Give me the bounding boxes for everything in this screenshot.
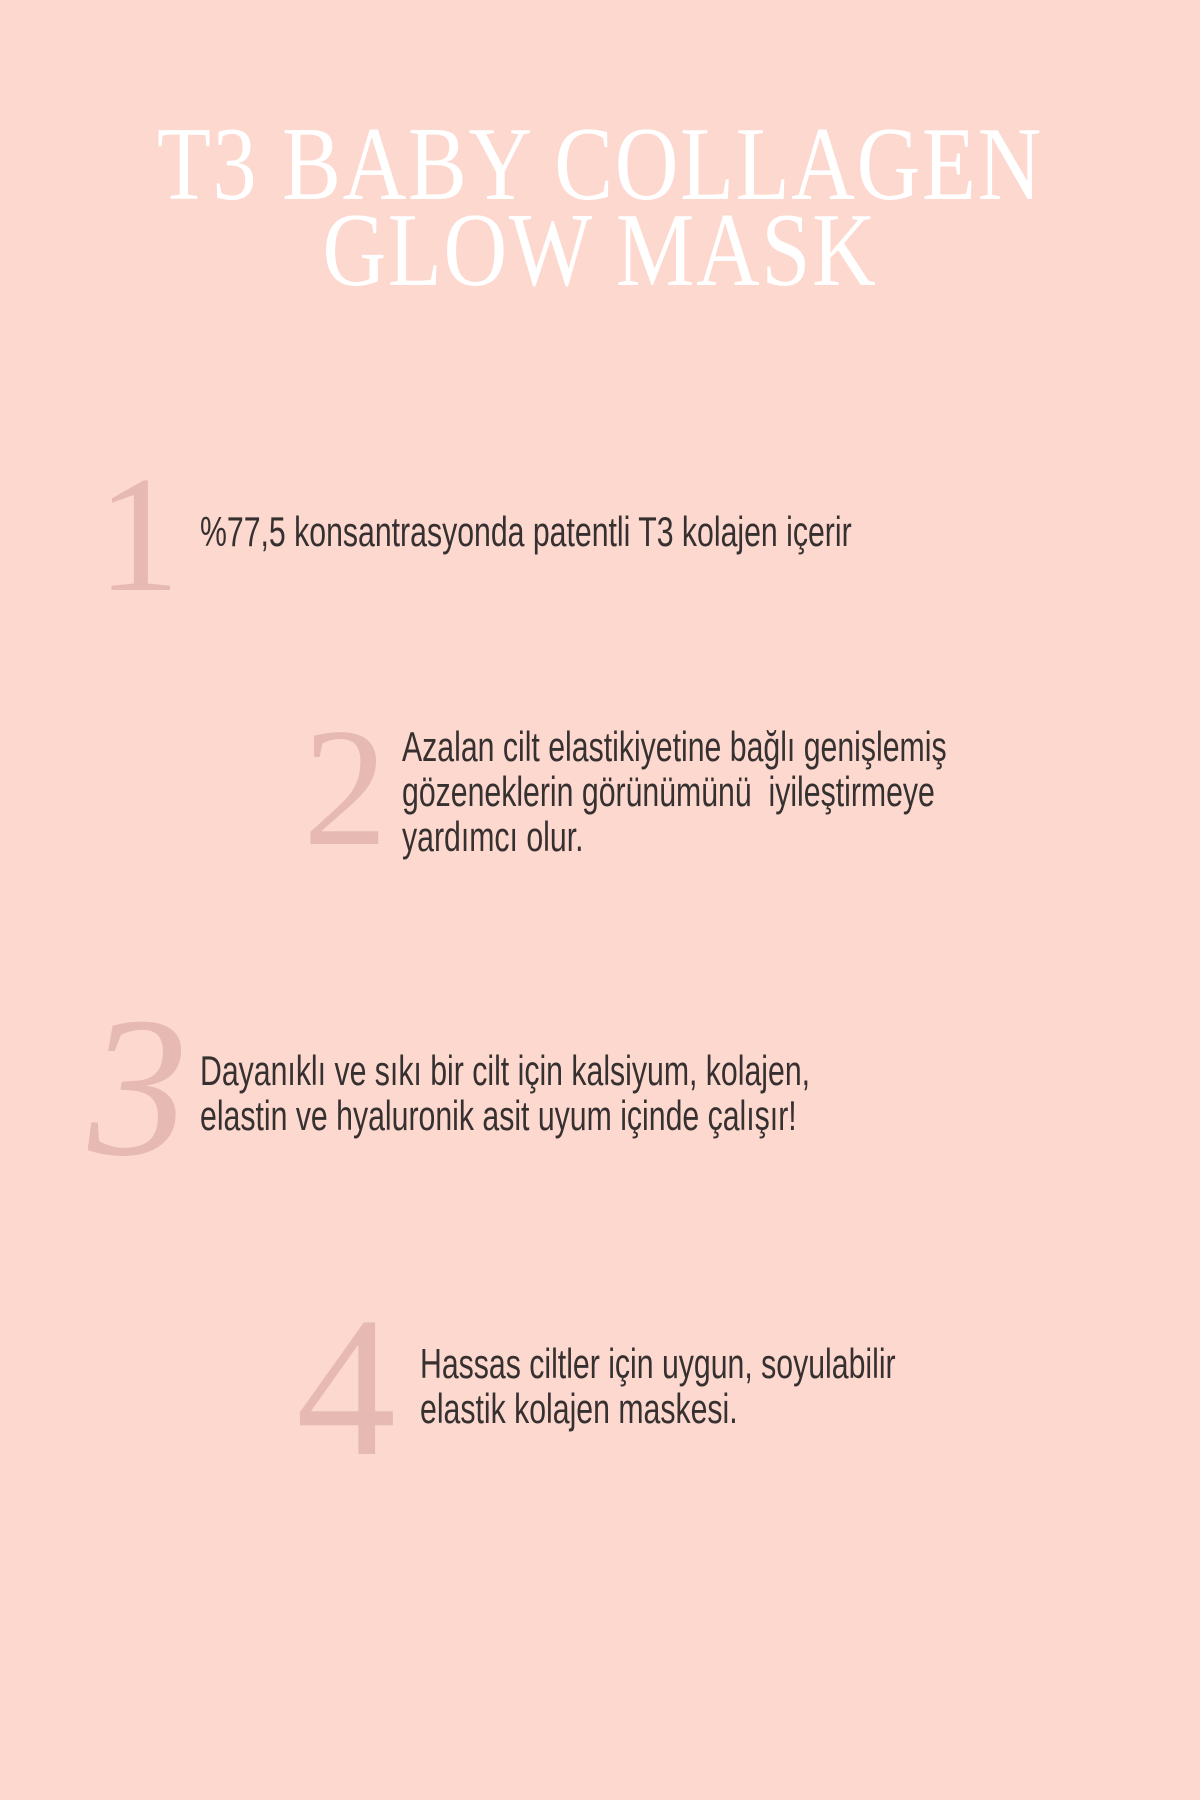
item-3-text — [200, 1048, 810, 1138]
page-title-line-1: T3 BABY COLLAGEN — [157, 105, 1043, 222]
item-2-text-line-2: gözeneklerin görünümünü iyileştirmeye — [402, 768, 935, 815]
page-title-line-2: GLOW MASK — [322, 191, 878, 308]
item-4-text-line-2: elastik kolajen maskesi. — [420, 1385, 738, 1432]
item-2-numeral: 2 — [303, 693, 388, 881]
item-1-text-line-1: %77,5 konsantrasyonda patentli T3 kolajen içerir — [200, 508, 852, 555]
item-2-text — [402, 724, 947, 859]
item-1-numeral: 1 — [97, 442, 180, 626]
page-title — [0, 105, 1200, 308]
item-4-numeral: 4 — [296, 1277, 396, 1498]
item-2-text-line-3: yardımcı olur. — [402, 813, 584, 860]
item-3-text-line-1: Dayanıklı ve sıkı bir cilt için kalsiyum, kolajen, — [200, 1047, 811, 1094]
item-2-text-line-1: Azalan cilt elastikiyetine bağlı genişlemiş — [402, 723, 947, 770]
item-4-text-line-1: Hassas ciltler için uygun, soyulabilir — [420, 1340, 896, 1387]
item-4-text — [420, 1341, 896, 1431]
item-3-text-line-2: elastin ve hyaluronik asit uyum içinde çalışır! — [200, 1092, 797, 1139]
item-3-numeral: 3 — [88, 977, 188, 1198]
item-1-text — [200, 509, 852, 554]
